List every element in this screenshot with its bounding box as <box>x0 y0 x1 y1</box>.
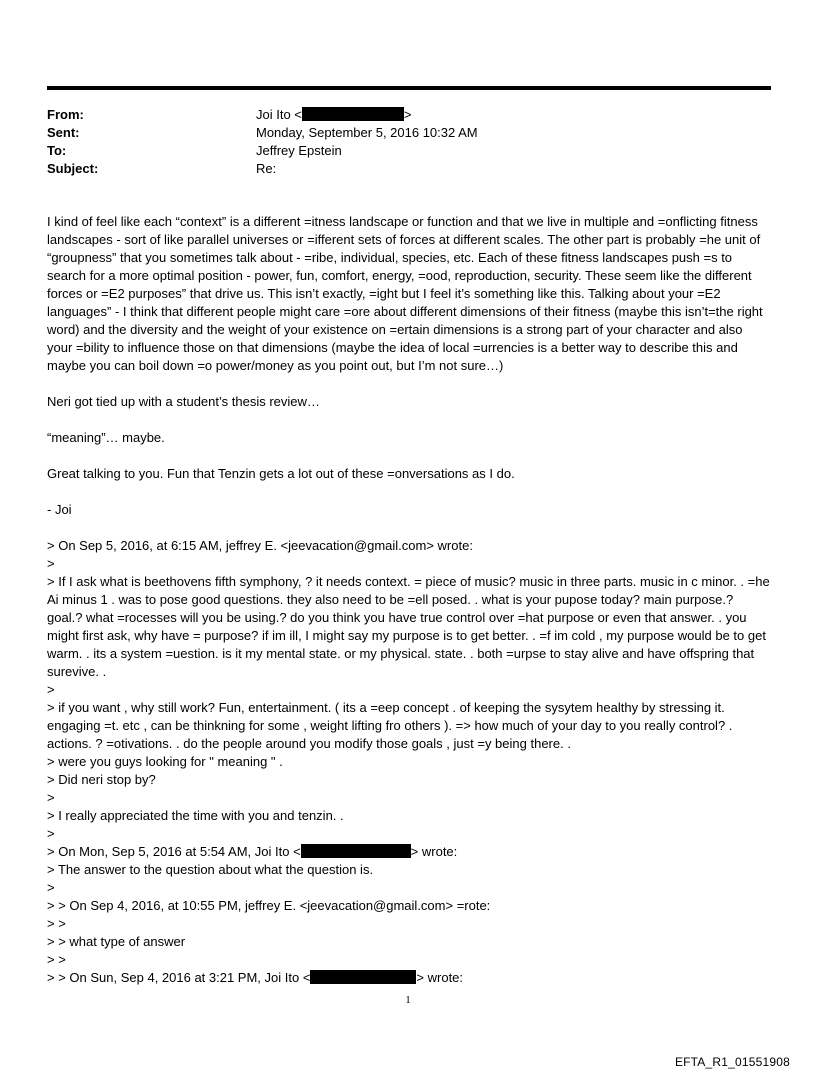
quoted-paragraph-1: > If I ask what is beethovens fifth symphony, ? it needs context. = piece of music? music in three parts. music in c minor. . =he Ai minus 1 . was to pose good questions. they also need to be =ell posed. . what is your pupose today? main purpose.? goal.? what =rocesses will you be using.? do you think you have true control over =hat purpose or even that answer. . you might first ask, why have = purpose? if im ill, I might say my purpose is to get better. . =f im cold , my purpose would be to get warm. . its a system =uestion. is it my mental state. or my physical. state. . both =urpse to stay alive and have offspring that surevive. . <box>47 574 770 679</box>
quoted-header-1: > On Sep 5, 2016, at 6:15 AM, jeffrey E. <jeevacation@gmail.com> wrote: <box>47 538 473 553</box>
quoted-header-3: > > On Sep 4, 2016, at 10:55 PM, jeffrey E. <jeevacation@gmail.com> =rote: <box>47 898 491 913</box>
quoted-blank: > <box>47 682 55 697</box>
redaction-block <box>302 107 404 121</box>
subject-value: Re: <box>256 161 277 176</box>
from-label: From: <box>47 107 84 122</box>
to-value: Jeffrey Epstein <box>256 143 342 158</box>
page-number: 1 <box>405 994 411 1006</box>
to-label: To: <box>47 143 67 158</box>
quoted-line-guys: > were you guys looking for " meaning " . <box>47 754 283 769</box>
quoted-blank: > <box>47 556 55 571</box>
quoted-blank: > <box>47 790 55 805</box>
from-close: > <box>403 107 412 122</box>
quoted-line-neri: > Did neri stop by? <box>47 772 156 787</box>
quoted-header-4-suffix: > wrote: <box>416 970 464 985</box>
quoted-line-appreciated: > I really appreciated the time with you and tenzin. . <box>47 808 344 823</box>
body-paragraph-4: Great talking to you. Fun that Tenzin gets a lot out of these =onversations as I do. <box>47 466 515 481</box>
body-paragraph-2: Neri got tied up with a student’s thesis review… <box>47 394 320 409</box>
quoted-header-2-prefix: > On Mon, Sep 5, 2016 at 5:54 AM, Joi Ito < <box>47 844 301 859</box>
quoted-blank: > <box>47 880 55 895</box>
email-body <box>47 213 771 987</box>
quoted-blank: > <box>47 826 55 841</box>
quoted-blank: > > <box>47 952 66 967</box>
quoted-header-2 <box>47 843 771 861</box>
sent-label: Sent: <box>47 125 80 140</box>
to-row <box>47 142 771 160</box>
from-name: Joi Ito < <box>256 107 302 122</box>
quoted-answer: > The answer to the question about what the question is. <box>47 862 374 877</box>
sent-row <box>47 124 771 142</box>
subject-row <box>47 160 771 178</box>
signature: - Joi <box>47 502 72 517</box>
header-rule <box>47 86 771 90</box>
quoted-header-2-suffix: > wrote: <box>410 844 458 859</box>
redaction-block <box>310 970 416 984</box>
from-value <box>256 106 771 124</box>
redaction-block <box>301 844 411 858</box>
sent-value: Monday, September 5, 2016 10:32 AM <box>256 125 478 140</box>
quoted-header-4-prefix: > > On Sun, Sep 4, 2016 at 3:21 PM, Joi Ito < <box>47 970 311 985</box>
quoted-header-4 <box>47 969 771 987</box>
email-header <box>47 106 771 178</box>
subject-label: Subject: <box>47 161 99 176</box>
body-paragraph-3: “meaning”… maybe. <box>47 430 165 445</box>
quoted-what-type: > > what type of answer <box>47 934 186 949</box>
quoted-blank: > > <box>47 916 66 931</box>
document-id: EFTA_R1_01551908 <box>674 1055 790 1069</box>
from-row <box>47 106 771 124</box>
body-paragraph-1: I kind of feel like each “context” is a different =itness landscape or function and that we live in multiple and =onflicting fitness landscapes - sort of like parallel universes or =ifferent sets of forces at different scales. The other part is probably =he unit of “groupness” that you sometimes talk about - =ribe, individual, species, etc. Each of these fitness landscapes push =s to search for a more optimal position - power, fun, comfort, energy, =ood, reproduction, security. These seem like the different forces or =E2 purposes” that drive us. This isn’t exactly, =ight but I feel it’s something like this. Talking about your =E2 languages” - I think that different people might care =ore about different dimensions of their fitness (maybe this isn’t=the right word) and the diversity and the weight of your existence on =ertain dimensions is a strong part of your character and also your =bility to influence those on that dimensions (maybe the idea of local =urrencies is a better way to describe this and maybe you can boil down =o power/money as you point out, but I’m not sure…) <box>47 214 763 373</box>
quoted-paragraph-2: > if you want , why still work? Fun, entertainment. ( its a =eep concept . of keeping the sysytem healthy by stressing it. engaging =t. etc , can be thinkning for some , weight lifting fro others ). => how much of your day to you really control? . actions. ? =otivations. . do the people around you modify those goals , just =y being there. . <box>47 700 733 751</box>
